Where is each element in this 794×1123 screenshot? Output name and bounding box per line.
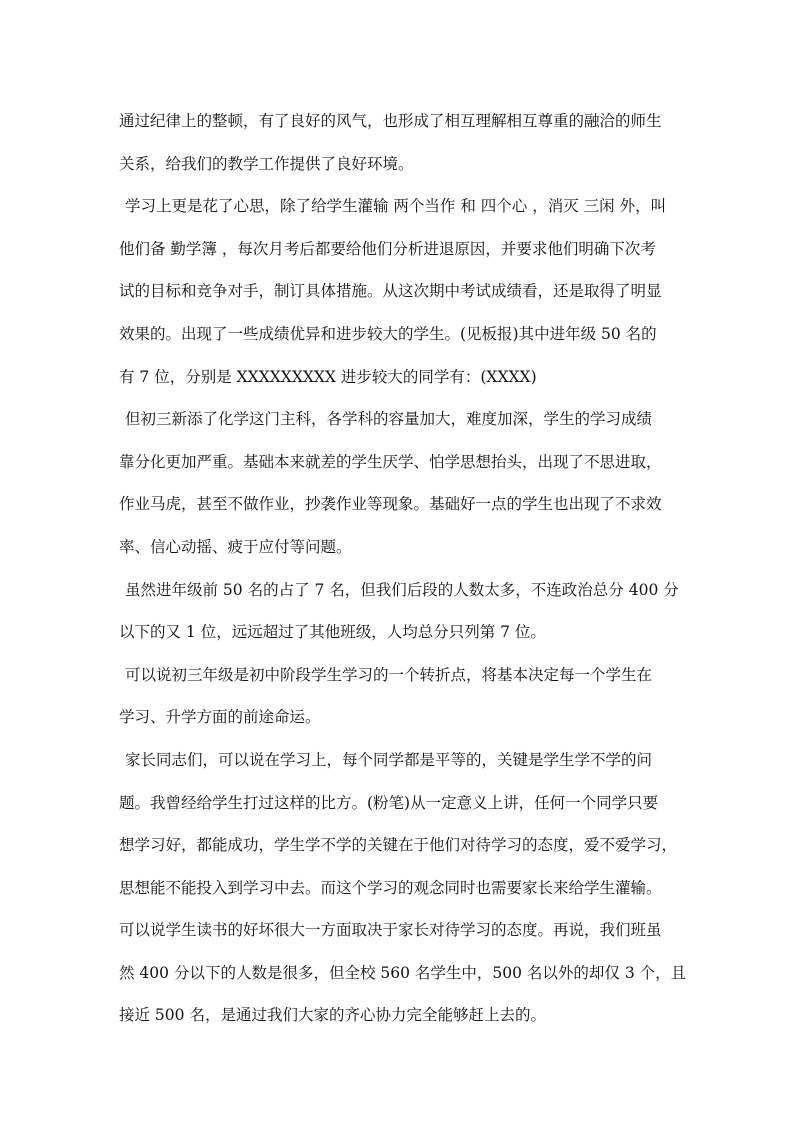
text-line: 可以说学生读书的好坏很大一方面取决于家长对待学习的态度。再说，我们班虽	[119, 921, 662, 940]
text-line: 然 400 分以下的人数是很多，但全校 560 名学生中，500 名以外的却仅 3 个，且	[119, 963, 687, 982]
text-line: 接近 500 名，是通过我们大家的齐心协力完全能够赶上去的。	[119, 1006, 546, 1025]
document-body	[119, 100, 699, 1037]
text-line: 试的目标和竞争对手，制订具体措施。从这次期中考试成绩看，还是取得了明显	[119, 282, 662, 301]
text-line: 思想能不能投入到学习中去。而这个学习的观念同时也需要家长来给学生灌输。	[119, 878, 662, 897]
text-line: 关系，给我们的教学工作提供了良好环境。	[119, 154, 414, 173]
text-line: 作业马虎，甚至不做作业，抄袭作业等现象。基础好一点的学生也出现了不求效	[119, 495, 662, 514]
paragraph-start-line: 家长同志们，可以说在学习上，每个同学都是平等的，关键是学生学不学的问	[125, 750, 653, 769]
text-line: 他们备 勤学簿 ，每次月考后都要给他们分析进退原因，并要求他们明确下次考	[119, 239, 656, 258]
text-line: 以下的又 1 位，远远超过了其他班级，人均总分只列第 7 位。	[119, 623, 546, 642]
paragraph-start-line: 学习上更是花了心思，除了给学生灌输 两个当作 和 四个心 ，消灭 三闲 外，叫	[125, 197, 667, 216]
text-line: 率、信心动摇、疲于应付等问题。	[119, 537, 352, 556]
text-line: 题。我曾经给学生打过这样的比方。(粉笔)从一定意义上讲，任何一个同学只要	[119, 793, 659, 812]
text-line: 学习、升学方面的前途命运。	[119, 708, 321, 727]
text-line: 想学习好，都能成功，学生学不学的关键在于他们对待学习的态度，爱不爱学习，	[119, 836, 678, 855]
text-line: 有 7 位，分别是 XXXXXXXXX 进步较大的同学有：(XXXX)	[119, 367, 537, 386]
paragraph-start-line: 可以说初三年级是初中阶段学生学习的一个转折点，将基本决定每一个学生在	[125, 665, 653, 684]
paragraph-start-line: 但初三新添了化学这门主科，各学科的容量加大，难度加深，学生的学习成绩	[125, 410, 653, 429]
text-line: 通过纪律上的整顿，有了良好的风气，也形成了相互理解相互尊重的融洽的师生	[119, 112, 662, 130]
text-line: 效果的。出现了一些成绩优异和进步较大的学生。(见板报)其中进年级 50 名的	[119, 324, 657, 343]
paragraph-start-line: 虽然进年级前 50 名的占了 7 名，但我们后段的人数太多，不连政治总分 400 分	[125, 580, 679, 599]
text-line: 靠分化更加严重。基础本来就差的学生厌学、怕学思想抬头，出现了不思进取，	[119, 452, 662, 471]
